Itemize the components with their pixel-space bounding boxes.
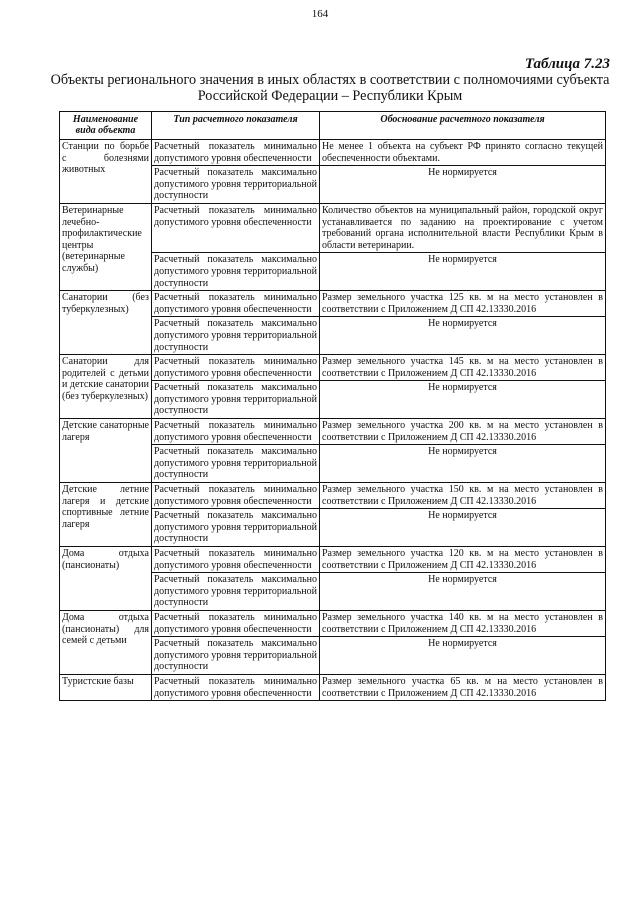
indicator-basis-max-cell: Не нормируется — [320, 445, 606, 483]
indicator-basis-max-cell: Не нормируется — [320, 253, 606, 291]
table-label: Таблица 7.23 — [524, 56, 610, 72]
indicator-basis-min-cell: Размер земельного участка 150 кв. м на место установлен в соответствии с Приложением Д СП 42.13330.2016 — [320, 483, 606, 509]
table-row — [60, 547, 606, 573]
document-title: Объекты регионального значения в иных областях в соответствии с полномочиями субъекта Российской Федерации – Республики Крым — [50, 72, 610, 104]
table-row — [60, 140, 606, 166]
indicator-basis-max-cell: Не нормируется — [320, 509, 606, 547]
page-number: 164 — [311, 8, 329, 20]
indicator-type-max-cell: Расчетный показатель максимально допустимого уровня территориальной доступности — [152, 445, 320, 483]
indicator-type-min-cell: Расчетный показатель минимально допустимого уровня обеспеченности — [152, 355, 320, 381]
indicator-type-max-cell: Расчетный показатель максимально допустимого уровня территориальной доступности — [152, 166, 320, 204]
table-row — [60, 203, 606, 252]
indicator-type-max-cell: Расчетный показатель максимально допустимого уровня территориальной доступности — [152, 317, 320, 355]
indicator-type-max-cell: Расчетный показатель максимально допустимого уровня территориальной доступности — [152, 509, 320, 547]
object-name-cell: Дома отдыха (пансионаты) для семей с детьми — [60, 610, 152, 674]
indicator-type-min-cell: Расчетный показатель минимально допустимого уровня обеспеченности — [152, 674, 320, 700]
indicator-type-min-cell: Расчетный показатель минимально допустимого уровня обеспеченности — [152, 610, 320, 636]
object-name-cell: Станции по борьбе с болезнями животных — [60, 140, 152, 204]
indicator-type-min-cell: Расчетный показатель минимально допустимого уровня обеспеченности — [152, 291, 320, 317]
table-row — [60, 674, 606, 700]
indicator-basis-max-cell: Не нормируется — [320, 381, 606, 419]
object-name-cell: Туристские базы — [60, 674, 152, 700]
indicator-type-max-cell: Расчетный показатель максимально допустимого уровня территориальной доступности — [152, 573, 320, 611]
header-indicator-basis: Обоснование расчетного показателя — [320, 112, 606, 140]
object-name-cell: Дома отдыха (пансионаты) — [60, 547, 152, 611]
table-header-row — [60, 112, 606, 140]
indicator-basis-max-cell: Не нормируется — [320, 166, 606, 204]
indicator-basis-max-cell: Не нормируется — [320, 573, 606, 611]
indicator-type-max-cell: Расчетный показатель максимально допустимого уровня территориальной доступности — [152, 253, 320, 291]
indicator-type-min-cell: Расчетный показатель минимально допустимого уровня обеспеченности — [152, 483, 320, 509]
header-indicator-type: Тип расчетного показателя — [152, 112, 320, 140]
indicator-basis-max-cell: Не нормируется — [320, 317, 606, 355]
table-row — [60, 419, 606, 445]
indicator-type-min-cell: Расчетный показатель минимально допустимого уровня обеспеченности — [152, 547, 320, 573]
indicator-type-min-cell: Расчетный показатель минимально допустимого уровня обеспеченности — [152, 419, 320, 445]
table-row — [60, 291, 606, 317]
table-body — [60, 140, 606, 701]
object-name-cell: Детские летние лагеря и детские спортивные летние лагеря — [60, 483, 152, 547]
indicator-basis-max-cell: Не нормируется — [320, 637, 606, 675]
standards-table — [59, 111, 606, 701]
indicator-type-min-cell: Расчетный показатель минимально допустимого уровня обеспеченности — [152, 203, 320, 252]
indicator-basis-min-cell: Размер земельного участка 145 кв. м на место установлен в соответствии с Приложением Д СП 42.13330.2016 — [320, 355, 606, 381]
table-row — [60, 610, 606, 636]
table-row — [60, 483, 606, 509]
header-object-type: Наименование вида объекта — [60, 112, 152, 140]
object-name-cell: Санатории для родителей с детьми и детские санатории (без туберкулезных) — [60, 355, 152, 419]
indicator-basis-min-cell: Размер земельного участка 65 кв. м на место установлен в соответствии с Приложением Д СП 42.13330.2016 — [320, 674, 606, 700]
indicator-type-min-cell: Расчетный показатель минимально допустимого уровня обеспеченности — [152, 140, 320, 166]
indicator-basis-min-cell: Количество объектов на муниципальный район, городской округ устанавливается по заданию на проектирование с учетом требований органа исполнительной власти Республики Крым в области ветеринарии. — [320, 203, 606, 252]
object-name-cell: Детские санаторные лагеря — [60, 419, 152, 483]
indicator-type-max-cell: Расчетный показатель максимально допустимого уровня территориальной доступности — [152, 381, 320, 419]
indicator-basis-min-cell: Размер земельного участка 120 кв. м на место установлен в соответствии с Приложением Д СП 42.13330.2016 — [320, 547, 606, 573]
indicator-basis-min-cell: Не менее 1 объекта на субъект РФ принято согласно текущей обеспеченности объектами. — [320, 140, 606, 166]
table-row — [60, 355, 606, 381]
indicator-basis-min-cell: Размер земельного участка 200 кв. м на место установлен в соответствии с Приложением Д СП 42.13330.2016 — [320, 419, 606, 445]
indicator-basis-min-cell: Размер земельного участка 140 кв. м на место установлен в соответствии с Приложением Д СП 42.13330.2016 — [320, 610, 606, 636]
indicator-basis-min-cell: Размер земельного участка 125 кв. м на место установлен в соответствии с Приложением Д СП 42.13330.2016 — [320, 291, 606, 317]
object-name-cell: Санатории (без туберкулезных) — [60, 291, 152, 355]
indicator-type-max-cell: Расчетный показатель максимально допустимого уровня территориальной доступности — [152, 637, 320, 675]
object-name-cell: Ветеринарные лечебно-профилактические центры (ветеринарные службы) — [60, 203, 152, 290]
